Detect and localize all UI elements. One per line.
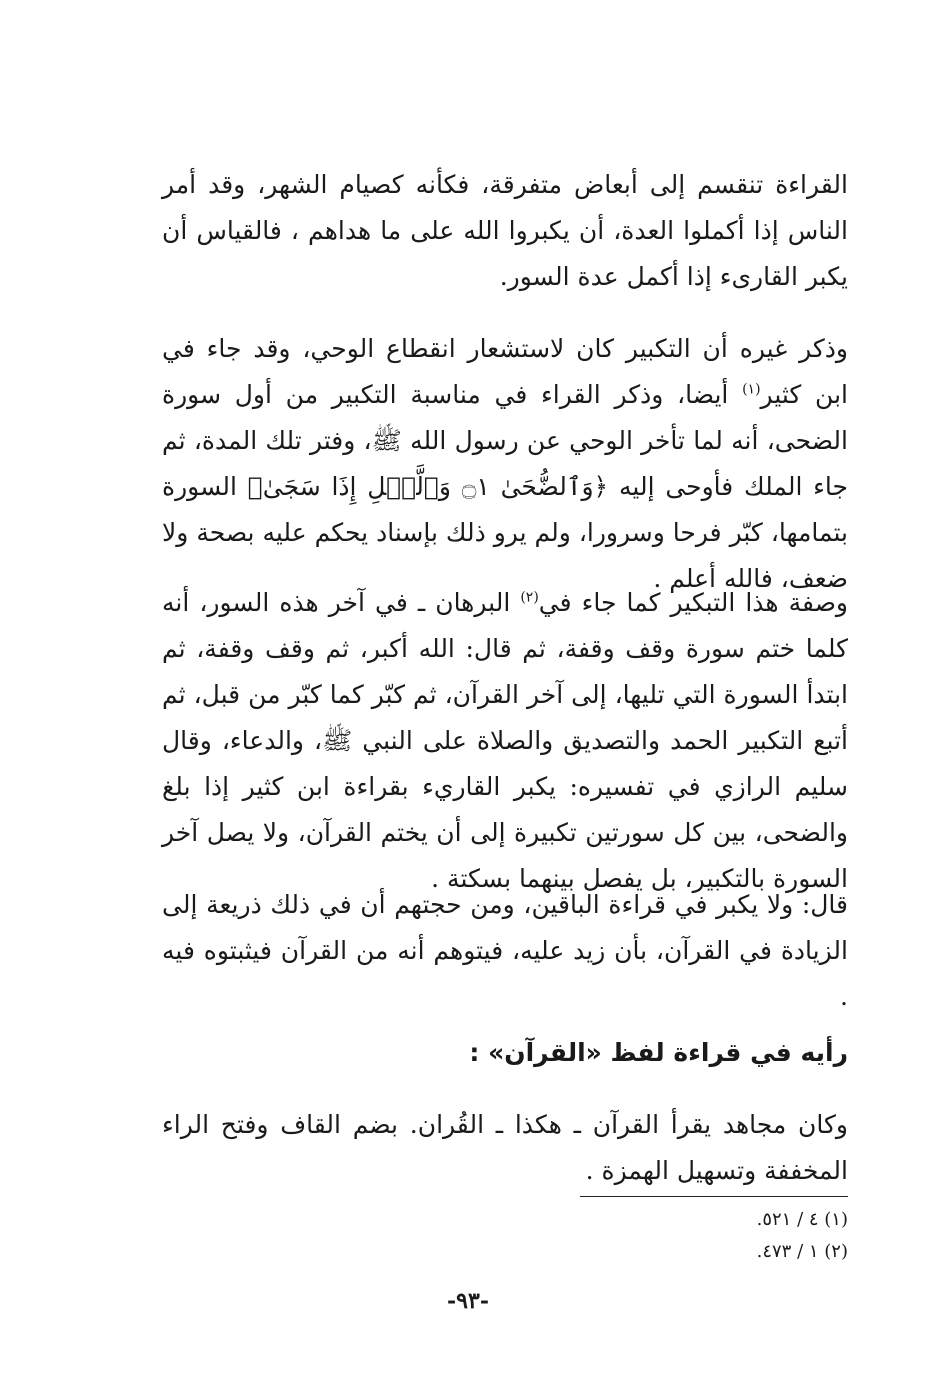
paragraph-takbir-description [162,580,848,902]
footnote-ref-2: (٢) [520,589,539,606]
footnote-1: (١) ٤ / ٥٢١. [756,1209,848,1230]
paragraph-text: وكان مجاهد يقرأ القرآن ـ هكذا ـ القُران. بضم القاف وفتح الراء المخففة وتسهيل الهمزة . [162,1110,848,1185]
footnote-divider [580,1196,848,1197]
paragraph-mujahid-reading [162,1102,848,1194]
section-heading: رأيه في قراءة لفظ «القرآن» : [469,1038,848,1067]
paragraph-text: القراءة تنقسم إلى أبعاض متفرقة، فكأنه كصيام الشهر، وقد أمر الناس إذا أكملوا العدة، أن يكبروا الله على ما هداهم ، فالقياس أن يكبر القارىء إذا أكمل عدة السور. [162,170,848,291]
footnotes [548,1204,848,1268]
page-number: -٩٣- [447,1288,489,1314]
paragraph-text: قال: ولا يكبر في قراءة الباقين، ومن حجتهم أن في ذلك ذريعة إلى الزيادة في القرآن، بأن زيد عليه، فيتوهم أنه من القرآن فيثبتوه فيه . [162,890,848,1011]
quran-verse: ﴿وَٱلضُّحَىٰ ۝١ وَٱلَّيۡلِ إِذَا سَجَىٰ﴾ [247,472,609,501]
paragraph-text: أيضا، وذكر القراء في مناسبة التكبير من أول سورة الضحى، أنه لما تأخر الوحي عن رسول الله ﷺ، وفتر تلك المدة، ثم جاء الملك فأوحى إليه [162,380,849,501]
paragraph-text: البرهان ـ في آخر هذه السور، أنه كلما ختم سورة وقف وقفة، ثم قال: الله أكبر، ثم وقف وقفة، ثم ابتدأ السورة التي تليها، إلى آخر القرآن، ثم كبّر كما كبّر من قبل، ثم أتبع التكبير الحمد والتصديق والصلاة على النبي ﷺ، والدعاء، وقال سليم الرازي في تفسيره: يكبر القاريء بقراءة ابن كثير إذا بلغ والضحى، بين كل سورتين تكبيرة إلى أن يختم القرآن، ولا يصل آخر السورة بالتكبير، بل يفصل بينهما بسكتة . [162,588,848,893]
paragraph-text: وصفة هذا التبكير كما جاء في [538,588,849,617]
paragraph-revelation-pause [162,326,848,602]
paragraph-text: السورة بتمامها، كبّر فرحا وسرورا، ولم يرو ذلك بإسناد يحكم عليه بصحة ولا ضعف، فالله أعلم . [162,472,848,593]
footnote-ref-1: (١) [742,381,761,398]
paragraph-other-readers [162,882,848,1020]
footnote-2: (٢) ١ / ٤٧٣. [756,1241,848,1262]
paragraph-text: وذكر غيره أن التكبير كان لاستشعار انقطاع الوحي، وقد جاء في ابن كثير [162,334,848,409]
paragraph-takbir-analogy [162,162,848,300]
